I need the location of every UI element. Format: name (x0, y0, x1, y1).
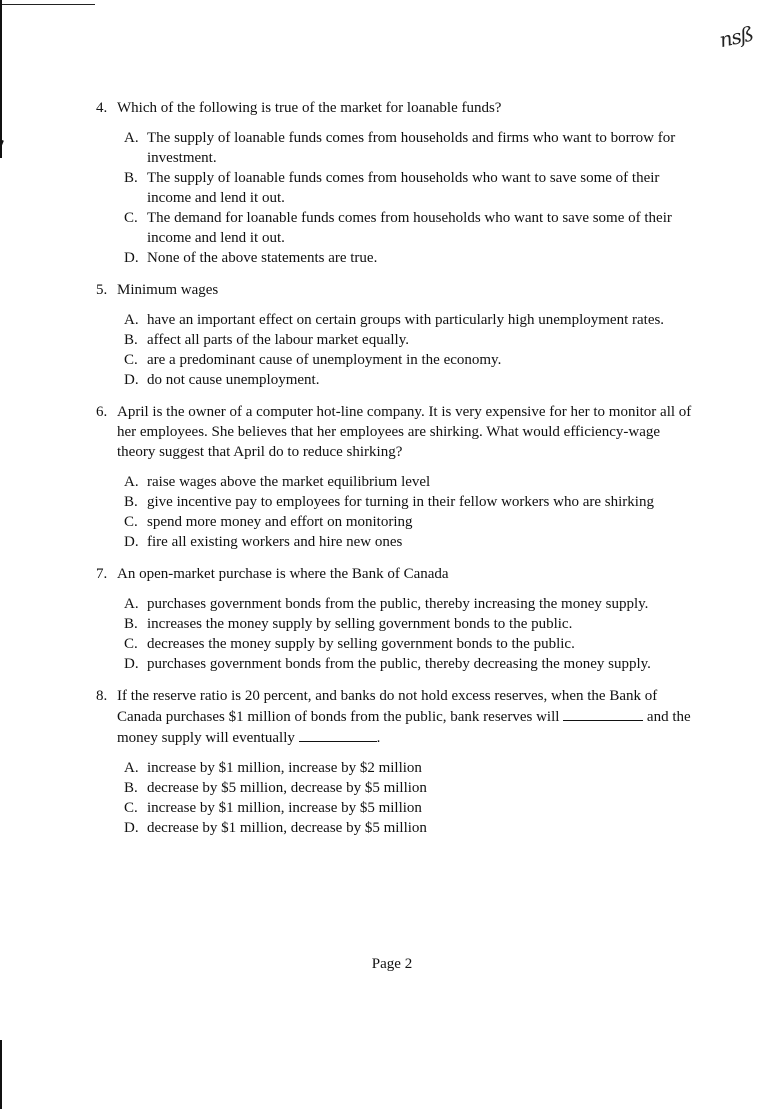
option-letter: B. (124, 780, 138, 796)
option-c (124, 350, 696, 370)
option-text: do not cause unemployment. (147, 372, 320, 388)
question-number: 7. (96, 566, 108, 582)
option-letter: B. (124, 170, 138, 186)
option-letter: A. (124, 596, 139, 612)
option-letter: D. (124, 534, 139, 550)
option-letter: B. (124, 494, 138, 510)
question-number: 6. (96, 404, 108, 420)
option-d (124, 532, 696, 552)
option-letter: D. (124, 372, 139, 388)
question-text-part2: and the money supply will eventually (117, 709, 691, 746)
option-a (124, 310, 696, 330)
option-c (124, 208, 696, 248)
question-text-part3: . (376, 730, 381, 746)
option-b (124, 778, 696, 798)
option-c (124, 798, 696, 818)
question-number: 5. (96, 282, 108, 298)
option-letter: D. (124, 656, 139, 672)
option-c (124, 634, 696, 654)
option-text: decrease by $1 million, decrease by $5 million (147, 820, 427, 836)
answer-blank-1 (563, 706, 643, 721)
option-letter: C. (124, 210, 138, 226)
question-6 (96, 402, 696, 552)
option-d (124, 654, 696, 674)
option-text: decrease by $5 million, decrease by $5 million (147, 780, 427, 796)
question-text: An open-market purchase is where the Bank of Canada (117, 566, 449, 582)
option-text: purchases government bonds from the public, thereby increasing the money supply. (147, 596, 649, 612)
option-text: increase by $1 million, increase by $2 million (147, 760, 422, 776)
question-text (117, 686, 696, 748)
option-d (124, 370, 696, 390)
option-list (124, 128, 696, 268)
option-b (124, 492, 696, 512)
option-letter: A. (124, 130, 139, 146)
option-text: increases the money supply by selling government bonds to the public. (147, 616, 573, 632)
option-c (124, 512, 696, 532)
question-7 (96, 564, 696, 674)
option-letter: B. (124, 332, 138, 348)
option-a (124, 128, 696, 168)
scan-edge-top (0, 4, 95, 5)
question-text-part1: If the reserve ratio is 20 percent, and banks do not hold excess reserves, when the Bank of Canada purchases $1 million of bonds from the public, bank reserves will (117, 688, 658, 725)
option-text: The demand for loanable funds comes from households who want to save some of their income and lend it out. (147, 210, 672, 246)
question-number: 8. (96, 688, 108, 704)
option-text: affect all parts of the labour market equally. (147, 332, 409, 348)
scan-edge-left (0, 0, 2, 158)
option-letter: D. (124, 250, 139, 266)
scan-edge-bottom (0, 1040, 2, 1109)
option-text: increase by $1 million, increase by $5 million (147, 800, 422, 816)
option-d (124, 818, 696, 838)
handwritten-initials: nsß (717, 21, 755, 53)
question-text: April is the owner of a computer hot-line company. It is very expensive for her to monitor all of her employees. She believes that her employees are shirking. What would efficiency-wage theory suggest that April do to reduce shirking? (117, 404, 692, 460)
question-4 (96, 98, 696, 268)
option-a (124, 758, 696, 778)
option-text: The supply of loanable funds comes from households and firms who want to borrow for investment. (147, 130, 676, 166)
question-text: Which of the following is true of the market for loanable funds? (117, 100, 502, 116)
option-text: purchases government bonds from the public, thereby decreasing the money supply. (147, 656, 651, 672)
option-a (124, 472, 696, 492)
option-letter: D. (124, 820, 139, 836)
option-b (124, 168, 696, 208)
option-text: are a predominant cause of unemployment in the economy. (147, 352, 502, 368)
page-number: Page 2 (371, 956, 413, 972)
answer-blank-2 (299, 727, 377, 742)
option-text: fire all existing workers and hire new ones (147, 534, 403, 550)
option-d (124, 248, 696, 268)
option-list (124, 472, 696, 552)
option-letter: C. (124, 636, 138, 652)
option-text: The supply of loanable funds comes from households who want to save some of their income and lend it out. (147, 170, 660, 206)
option-letter: C. (124, 514, 138, 530)
question-5 (96, 280, 696, 390)
option-text: have an important effect on certain groups with particularly high unemployment rates. (147, 312, 665, 328)
option-text: None of the above statements are true. (147, 250, 378, 266)
question-text: Minimum wages (117, 282, 219, 298)
option-letter: C. (124, 800, 138, 816)
option-list (124, 594, 696, 674)
option-letter: A. (124, 312, 139, 328)
option-letter: B. (124, 616, 138, 632)
option-letter: A. (124, 474, 139, 490)
option-letter: C. (124, 352, 138, 368)
question-number: 4. (96, 100, 108, 116)
option-b (124, 614, 696, 634)
option-list (124, 310, 696, 390)
option-b (124, 330, 696, 350)
option-text: decreases the money supply by selling government bonds to the public. (147, 636, 575, 652)
option-list (124, 758, 696, 838)
question-8 (96, 686, 696, 838)
option-text: give incentive pay to employees for turning in their fellow workers who are shirking (147, 494, 654, 510)
option-a (124, 594, 696, 614)
option-letter: A. (124, 760, 139, 776)
option-text: spend more money and effort on monitoring (147, 514, 413, 530)
option-text: raise wages above the market equilibrium level (147, 474, 431, 490)
